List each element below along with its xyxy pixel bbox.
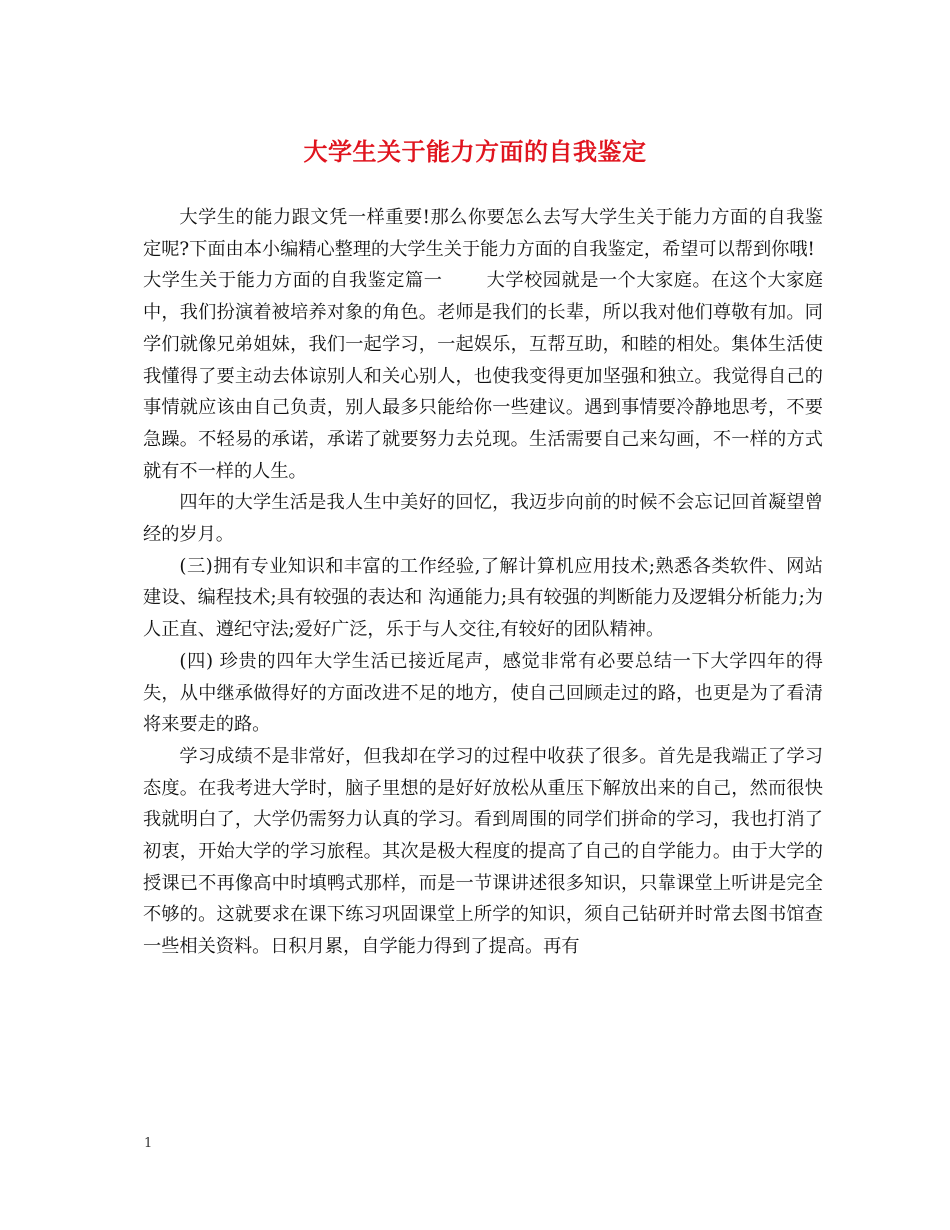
body-paragraph: (四) 珍贵的四年大学生活已接近尾声，感觉非常有必要总结一下大学四年的得失，从中继承做得好的方面改进不足的地方，使自己回顾走过的路，也更是为了看清将来要走的路。 [143, 650, 823, 736]
intro-paragraph: 大学生的能力跟文凭一样重要!那么你要怎么去写大学生关于能力方面的自我鉴定呢?下面由本小编精心整理的大学生关于能力方面的自我鉴定，希望可以帮到你哦! [143, 207, 823, 260]
section-paragraph [143, 265, 823, 487]
body-paragraph: 四年的大学生活是我人生中美好的回忆，我迈步向前的时候不会忘记回首凝望曾经的岁月。 [143, 492, 823, 546]
body-paragraph: 学习成绩不是非常好，但我却在学习的过程中收获了很多。首先是我端正了学习态度。在我考进大学时，脑子里想的是好好放松从重压下解放出来的自己，然而很快我就明白了，大学仍需努力认真的学习。看到周围的同学们拼命的学习，我也打消了初衷，开始大学的学习旅程。其次是极大程度的提高了自己的自学能力。由于大学的授课已不再像高中时填鸭式那样，而是一节课讲述很多知识，只靠课堂上听讲是完全不够的。这就要求在课下练习巩固课堂上所学的知识，须自己钻研并时常去图书馆查一些相关资料。日积月累，自学能力得到了提高。再有 [143, 745, 823, 958]
section-heading: 大学生关于能力方面的自我鉴定篇一 [143, 270, 443, 292]
section-first-text: 大学校园就是一个大家庭。在这个大家庭中，我们扮演着被培养对象的角色。老师是我们的长辈，所以我对他们尊敬有加。同学们就像兄弟姐妹，我们一起学习，一起娱乐，互帮互助，和睦的相处。集体生活使我懂得了要主动去体谅别人和关心别人，也使我变得更加坚强和独立。我觉得自己的事情就应该由自己负责，别人最多只能给你一些建议。遇到事情要冷静地思考，不要急躁。不轻易的承诺，承诺了就要努力去兑现。生活需要自己来勾画，不一样的方式就有不一样的人生。 [143, 270, 823, 482]
page-number: 1 [144, 1136, 153, 1151]
body-paragraph: (三)拥有专业知识和丰富的工作经验,了解计算机应用技术;熟悉各类软件、网站建设、编程技术;具有较强的表达和 沟通能力;具有较强的判断能力及逻辑分析能力;为人正直、遵纪守法;爱好广泛，乐于与人交往,有较好的团队精神。 [143, 555, 823, 641]
document-body [143, 202, 823, 963]
document-title: 大学生关于能力方面的自我鉴定 [303, 137, 647, 166]
